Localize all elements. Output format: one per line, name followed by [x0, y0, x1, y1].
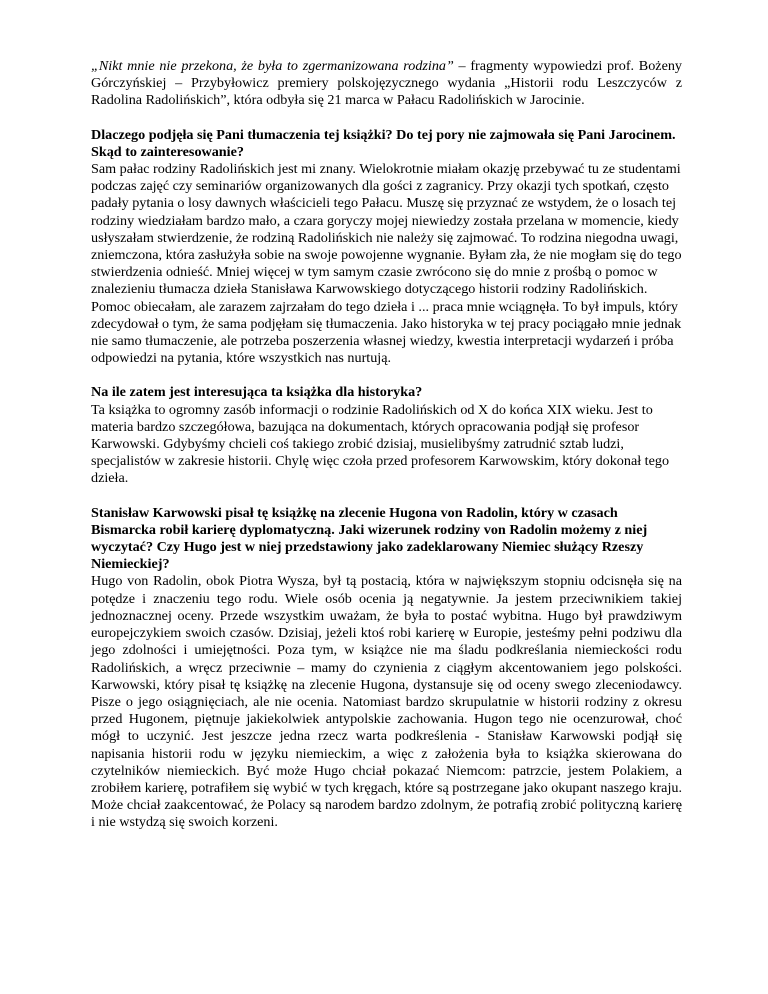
question-2: Na ile zatem jest interesująca ta książka dla historyka? — [91, 384, 423, 401]
section-3 — [91, 505, 682, 832]
intro-paragraph — [91, 58, 682, 110]
answer-1: Sam pałac rodziny Radolińskich jest mi znany. Wielokrotnie miałam okazję przebywać tu ze studentami podczas zajęć czy seminariów organizowanych dla gości z zagranicy. Przy okazji tych spotkań, często padały pytania o losy dawnych właścicieli tego Pałacu. Muszę się przyznać ze wstydem, że o losach tej rodziny wiedziałam bardzo mało, a czara goryczy mojej niewiedzy została przelana w momencie, kiedy usłyszałam stwierdzenie, że rodziną Radolińskich nie należy się zajmować. To rodzina niegodna uwagi, zniemczona, która zasłużyła sobie na swoje powojenne wygnanie. Byłam zła, że nie mogłam się do tego stwierdzenia odnieść. Mniej więcej w tym samym czasie zwrócono się do mnie z prośbą o pomoc w znalezieniu tłumacza dzieła Stanisława Karwowskiego dotyczącego historii rodziny Radolińskich. Pomoc obiecałam, ale zarazem zajrzałam do tego dzieła i ... praca mnie wciągnęła. To był impuls, który zdecydował o tym, że sama podjęłam się tłumaczenia. Jako historyka w tej pracy pociągało mnie jednak nie samo tłumaczenie, ale potrzeba poszerzenia własnej wiedzy, kwestia interpretacji wydarzeń i próba odpowiedzi na pytania, które wszystkich nas nurtują. — [91, 161, 682, 367]
question-3: Stanisław Karwowski pisał tę książkę na zlecenie Hugona von Radolin, który w czasach Bismarcka robił karierę dyplomatyczną. Jaki wizerunek rodziny von Radolin możemy z niej wyczytać? Czy Hugo jest w niej przedstawiony jako zadeklarowany Niemiec służący Rzeszy Niemieckiej? — [91, 504, 648, 573]
answer-3: Hugo von Radolin, obok Piotra Wysza, był tą postacią, która w największym stopniu odcisnęła się na potędze i znaczeniu tego rodu. Wiele osób ocenia ją negatywnie. Ja jestem przeciwnikiem takiej jednoznacznej oceny. Przede wszystkim uważam, że była to postać wybitna. Hugo był prawdziwym europejczykiem swoich czasów. Dzisiaj, jeżeli ktoś robi karierę w Europie, jesteśmy pełni podziwu dla jego zdolności i umiejętności. Poza tym, w książce nie ma śladu podkreślania niemieckości rodu Radolińskich, a wręcz przeciwnie – mamy do czynienia z ciągłym akcentowaniem jego polskości. Karwowski, który pisał tę książkę na zlecenie Hugona, dystansuje się od oceny swego zleceniodawcy. Pisze o jego osiągnięciach, ale nie ocenia. Natomiast bardzo skrupulatnie w historii rodziny z okresu przed Hugonem, piętnuje jakiekolwiek antypolskie zachowania. Hugon tego nie ocenzurował, choć mógł to uczynić. Jest jeszcze jedna rzecz warta podkreślenia - Stanisław Karwowski podjął się napisania historii rodu w języku niemieckim, a więc z założenia była to książka skierowana do czytelników niemieckich. Być może Hugo chciał pokazać Niemcom: patrzcie, jestem Polakiem, a zrobiłem karierę, potrafiłem się wybić w tych kręgach, które są postrzegane jako okupant naszego kraju. Może chciał zaakcentować, że Polacy są narodem bardzo zdolnym, że potrafią zrobić polityczną karierę i nie wstydzą się swoich korzeni. — [91, 573, 682, 831]
intro-quote: „Nikt mnie nie przekona, że była to zgermanizowana rodzina” — [91, 58, 454, 74]
answer-2: Ta książka to ogromny zasób informacji o rodzinie Radolińskich od X do końca XIX wieku. Jest to materia bardzo szczegółowa, bazująca na dokumentach, których opracowania podjął się profesor Karwowski. Gdybyśmy chcieli coś takiego zrobić dzisiaj, musielibyśmy zatrudnić sztab ludzi, specjalistów w zakresie historii. Chylę więc czoła przed profesorem Karwowskim, który dokonał tego dzieła. — [91, 401, 670, 487]
intro-text: – fragmenty wypowiedzi prof. Bożeny Górczyńskiej – Przybyłowicz premiery polskojęzycznego wydania „Historii rodu Leszczyców z Radolina Radolińskich”, która odbyła się 21 marca w Pałacu Radolińskich w Jarocinie. — [91, 58, 682, 109]
section-1 — [91, 127, 682, 368]
question-1: Dlaczego podjęła się Pani tłumaczenia tej książki? Do tej pory nie zajmowała się Pani Jarocinem. Skąd to zainteresowanie? — [91, 126, 676, 160]
section-2 — [91, 384, 682, 487]
